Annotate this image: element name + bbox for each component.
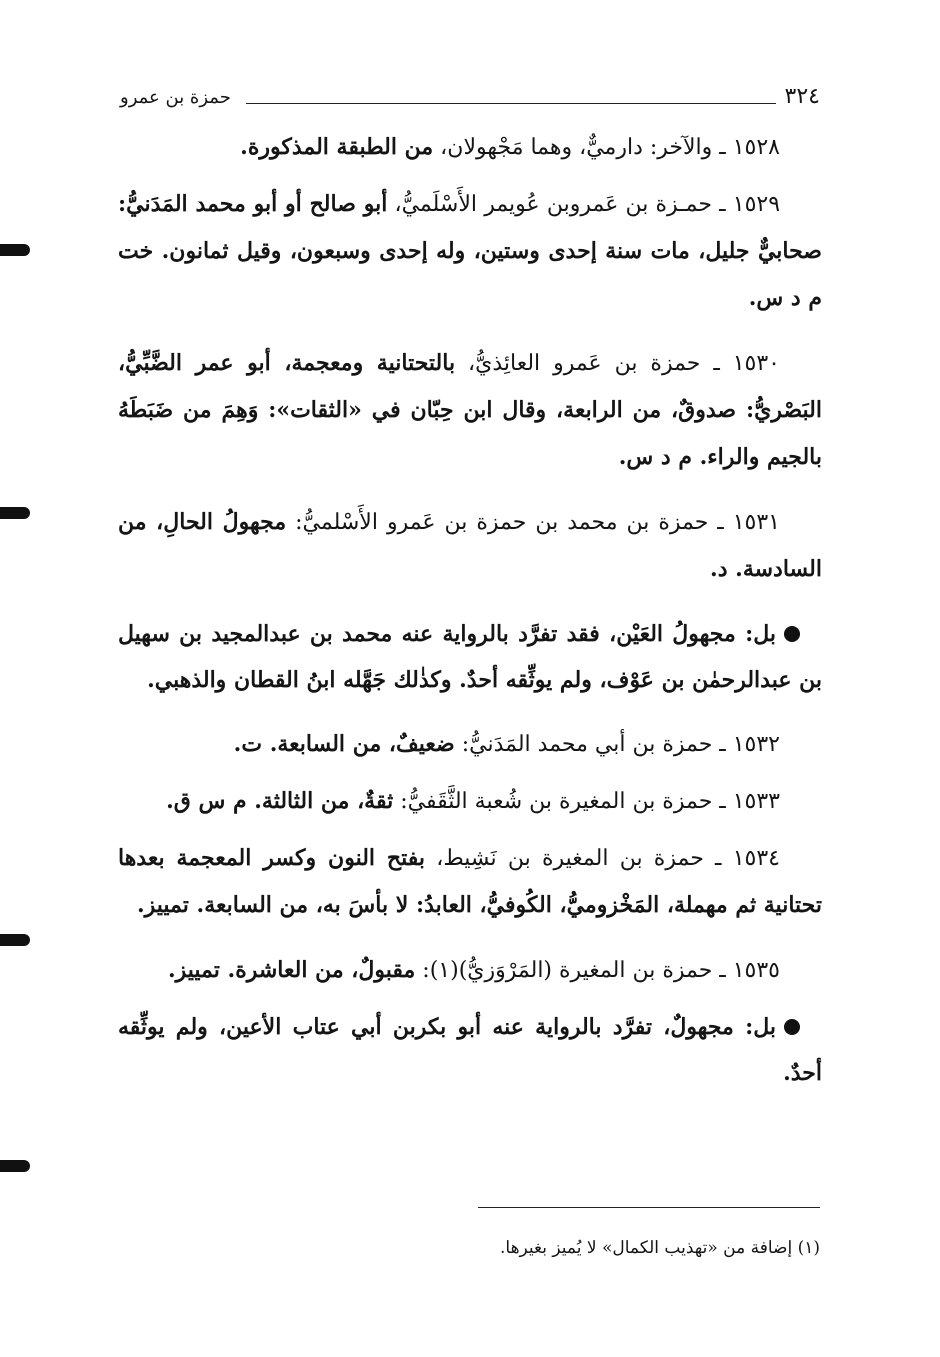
entry-bold-text: بالتحتانية ومعجمة، أبو عمر الضَّبِّيُّ، البَصْريُّ: صدوقٌ، من الرابعة، وقال ابن حِبّان في «الثقات»: وَهِمَ من ضَبَطَهُ بالجيم والراء. م د س.	[118, 350, 822, 470]
entry-bold-text: أبو صالح أو أبو محمد المَدَنيُّ: صحابيٌّ جليل، مات سنة إحدى وستين، وله إحدى وسبعون، وقيل ثمانون. خت م د س.	[118, 191, 822, 311]
entry-bold-text: ضعيفٌ، من السابعة. ت.	[233, 731, 455, 757]
scan-ink-mark	[0, 507, 30, 519]
entry-text: ١٥٣٠ ـ حمزة بن عَمرو العائِذيُّ،	[455, 351, 780, 376]
entry-bold-text: ثقةٌ، من الثالثة. م س ق.	[166, 788, 394, 814]
entry-text: ١٥٣٤ ـ حمزة بن المغيرة بن نَشِيط،	[425, 846, 780, 871]
entry-text: ١٥٢٩ ـ حمـزة بن عَمروبن عُويمر الأَسْلَميُّ،	[387, 192, 781, 217]
header-rule	[246, 103, 776, 104]
entry-bold-text: من الطبقة المذكورة.	[240, 134, 434, 160]
note-text: بل: مجهولُ العَيْن، فقد تفرَّد بالرواية عنه محمد بن عبدالمجيد بن سهيل بن عبدالرحمٰن بن عَوْف، ولم يوثِّقه أحدٌ. وكذٰلك جَهَّله ابنُ القطان والذهبي.	[118, 621, 822, 693]
bullet-icon	[784, 1019, 800, 1035]
footnote-rule	[478, 1207, 820, 1208]
running-title: حمزة بن عمرو	[120, 87, 231, 108]
scan-ink-mark	[0, 1160, 30, 1172]
entry-text: ١٥٣٥ ـ حمزة بن المغيرة (المَرْوَزيُّ)(١):	[415, 958, 780, 983]
page-header	[120, 84, 820, 114]
entry-1531	[118, 499, 822, 593]
entry-1533	[118, 778, 822, 825]
editor-note	[118, 1004, 822, 1096]
entry-text: ١٥٣١ ـ حمزة بن محمد بن حمزة بن عَمرو الأَسْلميُّ:	[286, 510, 780, 535]
entry-1529	[118, 181, 822, 322]
entry-1528	[118, 124, 822, 171]
entry-bold-text: مقبولٌ، من العاشرة. تمييز.	[167, 957, 416, 983]
entry-1532	[118, 721, 822, 768]
bullet-icon	[784, 626, 800, 642]
scan-ink-mark	[0, 934, 30, 946]
entry-bold-text: مجهولُ الحالِ، من السادسة. د.	[118, 509, 822, 582]
entry-1530	[118, 340, 822, 481]
entry-text: ١٥٣٢ ـ حمزة بن أبي محمد المَدَنيُّ:	[454, 732, 780, 757]
page-number: ٣٢٤	[784, 84, 820, 109]
entry-text: ١٥٣٣ ـ حمزة بن المغيرة بن شُعبة الثَّقَفيُّ:	[393, 789, 780, 814]
entry-text: ١٥٢٨ ـ والآخر: دارميٌّ، وهما مَجْهولان،	[433, 135, 780, 160]
entry-1534	[118, 835, 822, 929]
note-text: بل: مجهولٌ، تفرَّد بالرواية عنه أبو بكربن أبي عتاب الأعين، ولم يوثِّقه أحدٌ.	[118, 1014, 822, 1086]
entry-bold-text: بفتح النون وكسر المعجمة بعدها تحتانية ثم مهملة، المَخْزوميُّ، الكُوفيُّ، العابدُ: لا بأسَ به، من السابعة. تمييز.	[118, 845, 822, 918]
editor-note	[118, 611, 822, 703]
footnote: (١) إضافة من «تهذيب الكمال» لا يُميز بغيرها.	[500, 1238, 820, 1258]
page-content	[118, 124, 822, 1114]
entry-1535	[118, 947, 822, 994]
scan-ink-mark	[0, 244, 30, 256]
